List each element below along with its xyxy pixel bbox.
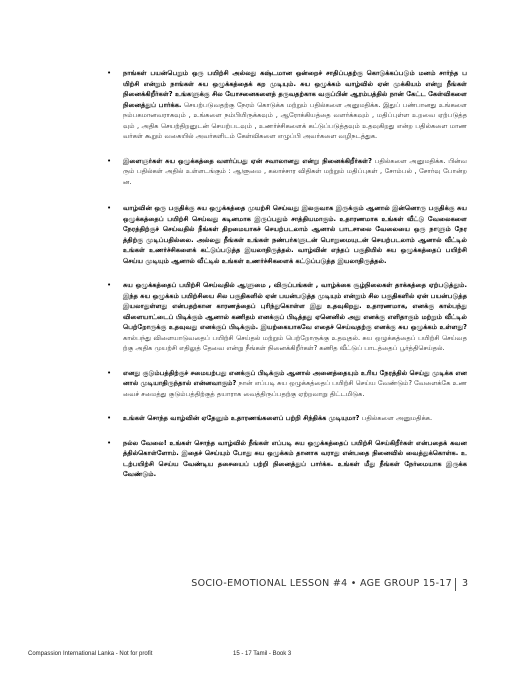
list-item [107,156,468,188]
footer-divider [455,578,456,591]
bullet-icon: • [107,368,112,377]
bullet-icon: • [107,69,112,77]
answer-text: பதில்களை அனுமதிக்க. [361,414,433,422]
answer-text: பதில்களை அனுமதிக்க. பின்வரும் பதில்கள் அதில் உள்ளடங்கும் : ஆளுமை , கலாச்சார விதிகள் மற்றும் மதிப்புகள் , சோம்பல் , சோர்வு போன்றன. [123,156,468,186]
question-text: இளைஞர்கள் சுய ஒழுக்கத்தை வளர்ப்பது ஏன் சவாலானது என்று நினைக்கிறீர்கள்? [123,156,372,165]
question-text: நாங்கள் பயன்பெறும் ஒரு பயிற்சி அல்லது கஷ்டமான ஒன்றைச் சாதிப்பதற்கு கொடுக்கப்படும் மனம் சார்ந்த பயிற்சி என்றும் நாங்கள் சுய ஒழுக்கத்தைக் கற முடியும். சுய ஒழுக்கம் வாழ்வில் ஏன் முக்கியம் என்று நீங்கள் நினைக்கிறீர்கள்? உங்களுக்கு சில யோசனைகளைத் தருவதற்காக வகுப்பின் ஆரம்பத்தில் நான் கேட்ட கேள்விகளை நினைத்துப் பார்க்க. [123,69,467,109]
list-item [107,203,467,266]
bullet-icon: • [107,156,112,165]
question-text: எனது குடும்பத்திற்குச் சமையற்பது எனக்குப் பிடிக்கும் ஆனால் அனைத்தையும் உரிய நேரத்தில் செய்து முடிக்க எனனால் முடியாதிருந்தால் என்னவாகும்? [123,368,467,387]
lesson-footer [0,578,532,594]
bullet-icon: • [107,281,112,289]
page-number: 3 [462,578,469,589]
bullet-icon: • [107,414,112,422]
list-item [107,438,467,480]
bullet-icon: • [107,204,112,212]
footer-organization: Compassion International Lanka - Not for profit [28,651,153,657]
answer-text: நான் எப்படி சுய ஒழுக்கத்தைப் பயிற்சி செய்ய வேண்டும்? வேளைக்கே உணவைச் சமைத்து குடும்பத்திற்குத் தயாராக வைத்திருப்பதற்கு ஏற்றவாறு திட்டமிடுக. [123,379,467,398]
page-footer [0,651,532,663]
question-text: வாழ்வின் ஒரு பகுதிக்கு சுய ஒழுக்கத்தை முயற்சி செய்வது இலகுவாக இருக்கும் ஆனால் இன்னொரு பகுதிக்கு சுய ஒழுக்கத்தைப் பயிற்சி செய்வது கடினமாக இருப்பதும் சாத்தியமாகும். உதாரணமாக உங்கள் வீட்டு வேலைகளை நேரத்திற்குச் செய்வதில் நீங்கள் திறமையாகச் செயற்படலாம் ஆனால் பாடசாலை வேலையை ஒரு நாளும் நேரத்திற்கு முடிப்பதில்லை. அல்லது நீங்கள் உங்கள் நண்பர்களுடன் பொறுமையுடன் செயற்படலாம் ஆனால் வீட்டில் உங்கள் உணர்ச்சிகளைக் கட்டுப்படுத்த இயலாதிருத்தல். வாழ்வின் எந்தப் பகுதியில் சுய ஒழுக்கத்தைப் பயிற்சி செய்ய முடியும் ஆனால் வீட்டில் உங்கள் உணர்ச்சிகளைக் கட்டுப்படுத்த இயலாதிருத்தல். [123,204,467,265]
list-item [107,68,467,142]
question-text: உங்கள் சொந்த வாழ்வின் ஏதேனும் உதாரணங்களைப் பற்றி சிந்திக்க முடியுமா? [123,414,360,422]
answer-text: கால்பந்து விளையாடுவதைப் பயிற்சி செய்தல் மற்றும் பெற்றோருக்கு உதவுதல். சுய ஒழுக்கத்தைப் பயிற்சி செய்வதற்கு அதிக முயற்சி எதிலுத் தேவை என்று நீங்கள் நினைக்கிறீர்கள்? கணித வீட்டுப் பாடத்தைப் பூர்த்திசெய்தல். [123,333,467,352]
answer-text: செயற்படுவதற்கு நேரம் கொடுக்க மற்றும் பதில்களை அனுமதிக்க. இதுப் பண்பானது உங்களை நம்பகமானவராகவும் , உங்களை நம்பியிருக்கவும் , ஆரோக்கியத்தை வளர்க்கவும் , மதிப்புள்ள உறவை ஏற்படுத்தவும் , அதிக செயற்திறனுடன் செயற்படவும் , உணர்ச்சிகளைக் கட்டுப்படுத்தவும் உதவுகிறது என்ற பதில்களை மாணவர்கள் கூறும் வகையில் அவர்களிடம் கேள்விகளை எழுப்பி அவர்களை வழிநடத்துக. [123,100,467,140]
question-text: நல்ல வேலை! உங்கள் சொந்த வாழ்வில் நீங்கள் எப்படி சுய ஒழுக்கத்தைப் பயிற்சி செய்கிறீர்கள் என்பதைக் கவனத்தில்கொள்ளோம். இதைச் செய்யும் போது சுய ஒழுக்கம் தானாக வராது என்பதை நினைவில் வைத்துக்கொள்க. உடற்பயிற்சி செய்ய வேண்டிய தசையைப் பற்றி நினைத்துப் பார்க்க. உங்கள் மீது நீங்கள் நேர்மையாக இருக்க வேண்டும். [123,438,467,478]
list-item [107,413,467,424]
list-item [107,368,467,400]
lesson-title: SOCIO-EMOTIONAL LESSON #4 • AGE GROUP 15-17 [191,578,452,589]
question-text: சுய ஒழுக்கத்தைப் பயிற்சி செய்வதில் ஆளுமை , விருப்பங்கள் , வாழ்க்கை சூழ்நிலைகள் தாக்கத்தை ஏற்படுத்தும். இந்த சுய ஒழுக்கம் பயிற்சியை சில பகுதிகளில் ஏன் பயன்படுத்த முடியும் என்றும் சில பகுதிகளில் ஏன் பயன்படுத்த இயலாதுள்ளது என்பதற்கான காரணத்தைப் புரிந்துகொள்ள இது உதவுகிறது. உதாரணமாக, எனக்கு கால்பந்து விளையாட்டைப் பிடிக்கும் ஆனால் கணிதம் எனக்குப் பிடித்தது ஏனெனில் அது எனக்கு எளிதாகும் மற்றும் வீட்டில் பெற்றோருக்கு உதவுவது எனக்குப் பிடிக்கும். இயற்கையாகவே எதைச் செய்வதற்கு எனக்கு சுய ஒழுக்கம் உள்ளது? [123,281,467,331]
footer-book-info: 15 - 17 Tamil - Book 3 [233,651,292,657]
bullet-icon: • [107,438,112,447]
list-item [107,280,467,354]
bullet-list [107,68,468,490]
